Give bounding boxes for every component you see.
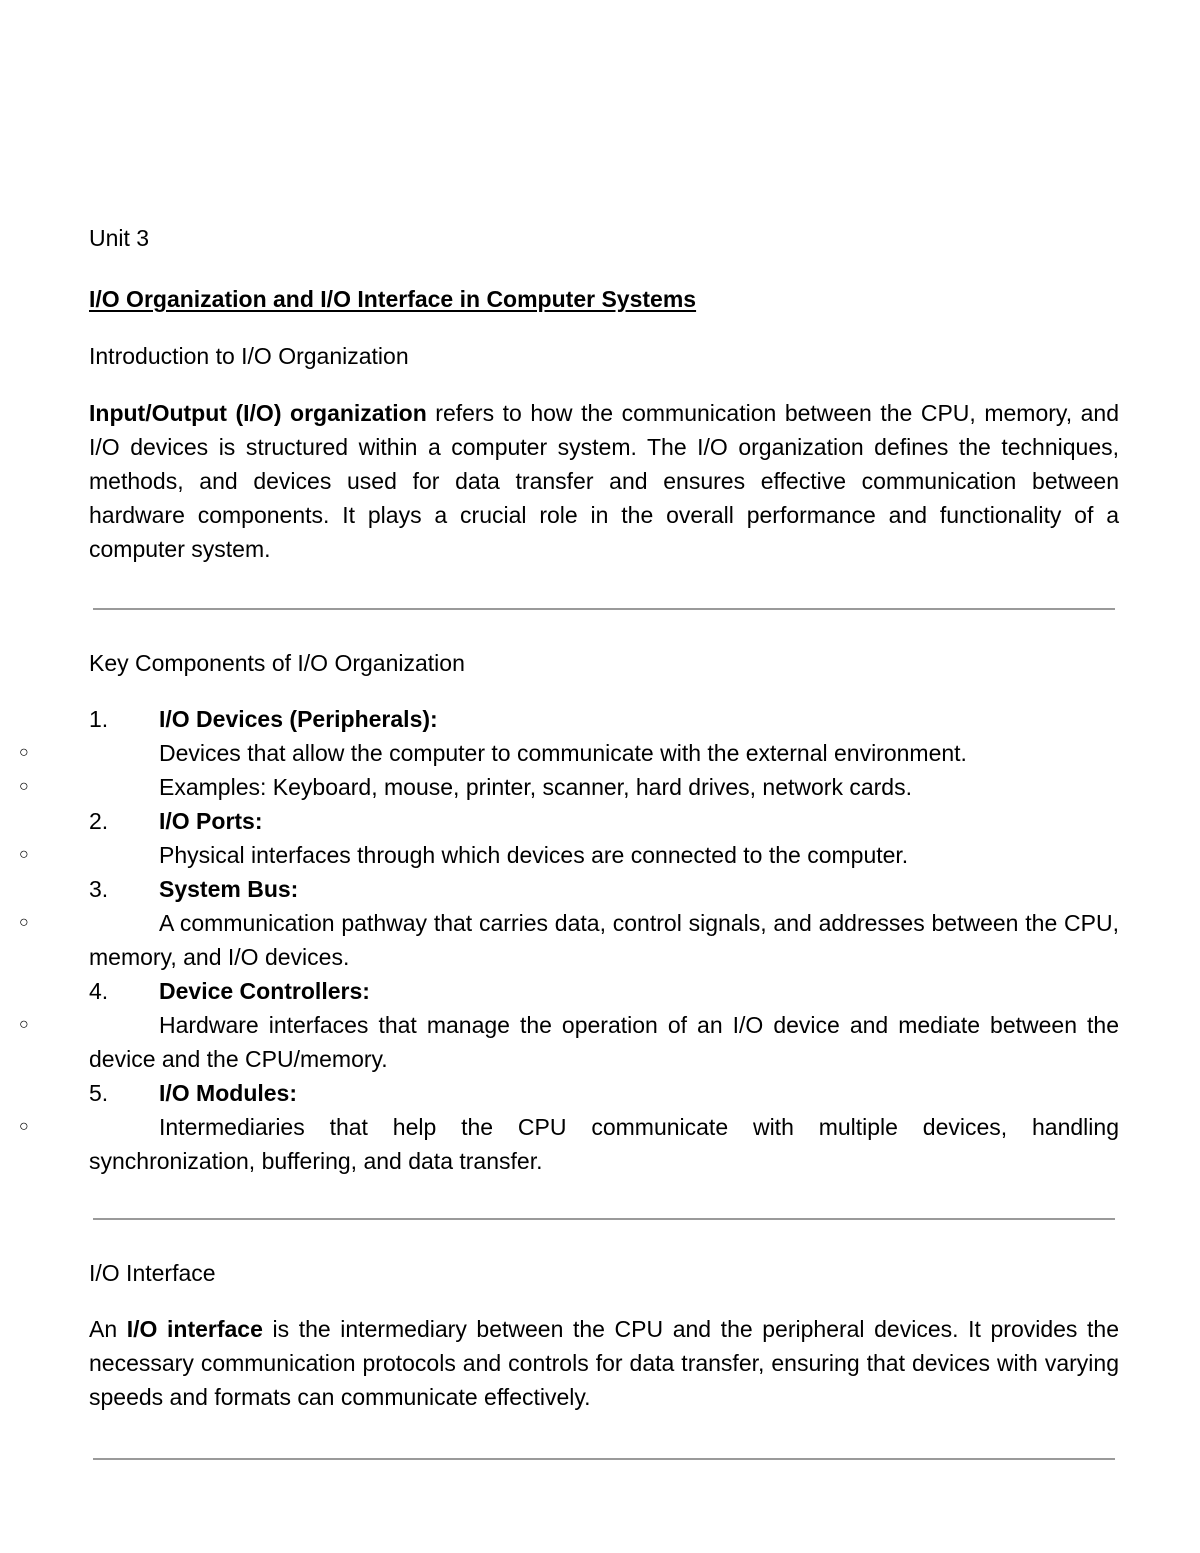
- document-title: I/O Organization and I/O Interface in Computer Systems: [89, 286, 697, 312]
- sub-item: [19, 1110, 1119, 1178]
- item-number: 2.: [89, 808, 109, 834]
- sub-item: [19, 838, 1119, 872]
- item-label: Device Controllers:: [159, 978, 370, 1004]
- circle-bullet-icon: ○: [19, 846, 29, 863]
- unit-label: Unit 3: [89, 225, 150, 251]
- interface-body: is the intermediary between the CPU and the peripheral devices. It provides the necessary communication protocols and controls for data transfer, ensuring that devices with varying speeds and formats can communicate effectively.: [89, 1316, 1120, 1410]
- divider-3: [93, 1458, 1115, 1460]
- interface-bold-term: I/O interface: [126, 1316, 263, 1342]
- list-item: [89, 804, 1119, 838]
- item-number: 1.: [89, 706, 109, 732]
- item-label: I/O Modules:: [159, 1080, 297, 1106]
- sub-item-text: Devices that allow the computer to communicate with the external environment.: [159, 740, 967, 766]
- interface-paragraph: [89, 1312, 1119, 1414]
- circle-bullet-icon: ○: [19, 1118, 29, 1135]
- divider-1: [93, 608, 1115, 610]
- sub-item: [19, 736, 1119, 770]
- list-item: [89, 974, 1119, 1008]
- components-heading: Key Components of I/O Organization: [89, 650, 465, 676]
- sub-item: [19, 770, 1119, 804]
- components-list: [19, 702, 1119, 1178]
- sub-item-text: Hardware interfaces that manage the operation of an I/O device and mediate between the device and the CPU/memory.: [89, 1012, 1119, 1072]
- divider-2: [93, 1218, 1115, 1220]
- intro-bold-lead: Input/Output (I/O) organization: [89, 400, 427, 426]
- item-number: 4.: [89, 978, 109, 1004]
- sub-item-text: Physical interfaces through which devices are connected to the computer.: [159, 842, 909, 868]
- interface-lead: An: [89, 1316, 127, 1342]
- circle-bullet-icon: ○: [19, 778, 29, 795]
- circle-bullet-icon: ○: [19, 744, 29, 761]
- sub-item-text: A communication pathway that carries data, control signals, and addresses between the CPU, memory, and I/O devices.: [89, 910, 1119, 970]
- circle-bullet-icon: ○: [19, 1016, 29, 1033]
- item-number: 3.: [89, 876, 109, 902]
- intro-heading: Introduction to I/O Organization: [89, 343, 409, 369]
- list-item: [89, 1076, 1119, 1110]
- sub-item: [19, 906, 1119, 974]
- interface-heading: I/O Interface: [89, 1260, 216, 1286]
- list-item: [89, 872, 1119, 906]
- item-number: 5.: [89, 1080, 109, 1106]
- circle-bullet-icon: ○: [19, 914, 29, 931]
- intro-paragraph: [89, 396, 1119, 566]
- intro-body: refers to how the communication between the CPU, memory, and I/O devices is structured within a computer system. The I/O organization defines the techniques, methods, and devices used for data transfer and ensures effective communication between hardware components. It plays a crucial role in the overall performance and functionality of a computer system.: [89, 400, 1120, 562]
- item-label: I/O Ports:: [159, 808, 263, 834]
- item-label: System Bus:: [159, 876, 299, 902]
- sub-item: [19, 1008, 1119, 1076]
- sub-item-text: Examples: Keyboard, mouse, printer, scanner, hard drives, network cards.: [159, 774, 912, 800]
- sub-item-text: Intermediaries that help the CPU communicate with multiple devices, handling synchronization, buffering, and data transfer.: [89, 1114, 1119, 1174]
- list-item: [89, 702, 1119, 736]
- item-label: I/O Devices (Peripherals):: [159, 706, 438, 732]
